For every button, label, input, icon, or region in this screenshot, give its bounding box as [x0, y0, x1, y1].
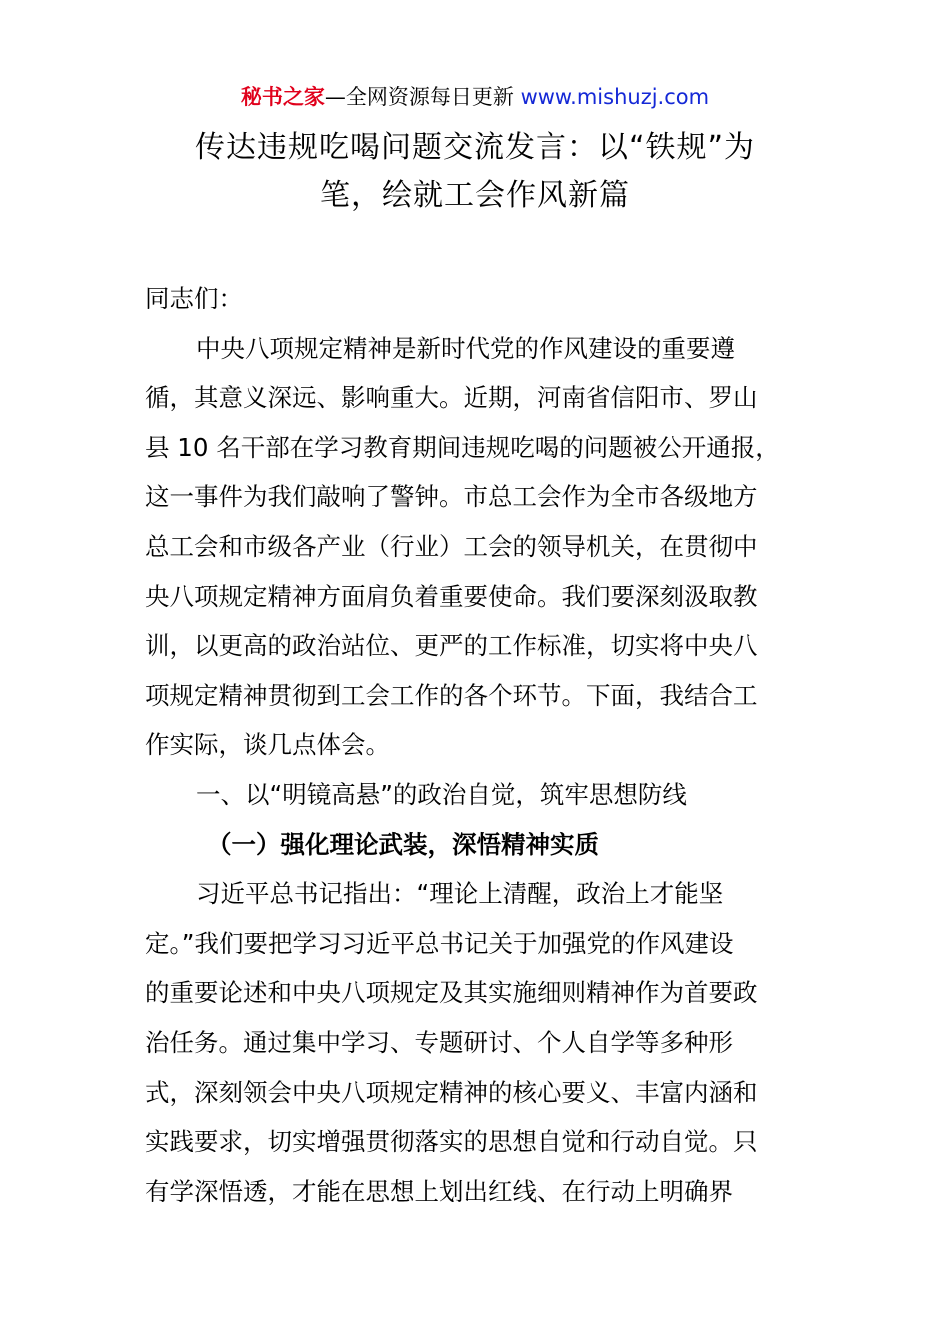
document-title	[100, 124, 850, 220]
site-url-link[interactable]: www.mishuzj.com	[520, 85, 710, 109]
site-banner	[0, 80, 950, 114]
paragraph-line: 习近平总书记指出：“理论上清醒，政治上才能坚	[196, 879, 724, 909]
paragraph-line: 央八项规定精神方面肩负着重要使命。我们要深刻汲取教	[145, 581, 758, 611]
section-heading-1: 一、以“明镜高悬”的政治自觉，筑牢思想防线	[196, 779, 687, 809]
paragraph-line: 的重要论述和中央八项规定及其实施细则精神作为首要政	[145, 978, 758, 1008]
title-line-2: 笔，绘就工会作风新篇	[320, 178, 630, 213]
paragraph-line: 循，其意义深远、影响重大。近期，河南省信阳市、罗山	[145, 383, 758, 413]
paragraph-line: 有学深悟透，才能在思想上划出红线、在行动上明确界	[145, 1176, 733, 1206]
paragraph-line: 这一事件为我们敲响了警钟。市总工会作为全市各级地方	[145, 482, 758, 512]
paragraph-line: 式，深刻领会中央八项规定精神的核心要义、丰富内涵和	[145, 1077, 758, 1107]
paragraph-line: 训，以更高的政治站位、更严的工作标准，切实将中央八	[145, 631, 758, 661]
document-body	[145, 274, 825, 1216]
paragraph-line: 总工会和市级各产业（行业）工会的领导机关，在贯彻中	[145, 531, 758, 561]
salutation: 同志们：	[145, 284, 243, 313]
title-line-1: 传达违规吃喝问题交流发言：以“铁规”为	[194, 130, 756, 165]
paragraph-line: 治任务。通过集中学习、专题研讨、个人自学等多种形	[145, 1027, 733, 1057]
paragraph-line: 县 10 名干部在学习教育期间违规吃喝的问题被公开通报，	[145, 432, 780, 462]
site-brand: 秘书之家	[240, 85, 325, 109]
paragraph-line: 中央八项规定精神是新时代党的作风建设的重要遵	[196, 333, 735, 363]
paragraph-line: 作实际，谈几点体会。	[145, 730, 390, 760]
section-heading-2: （一）强化理论武装，深悟精神实质	[207, 829, 599, 859]
paragraph-line: 项规定精神贯彻到工会工作的各个环节。下面，我结合工	[145, 680, 758, 710]
paragraph-line: 定。”我们要把学习习近平总书记关于加强党的作风建设	[145, 928, 734, 958]
site-tagline: —全网资源每日更新	[324, 85, 521, 109]
paragraph-line: 实践要求，切实增强贯彻落实的思想自觉和行动自觉。只	[145, 1127, 758, 1157]
